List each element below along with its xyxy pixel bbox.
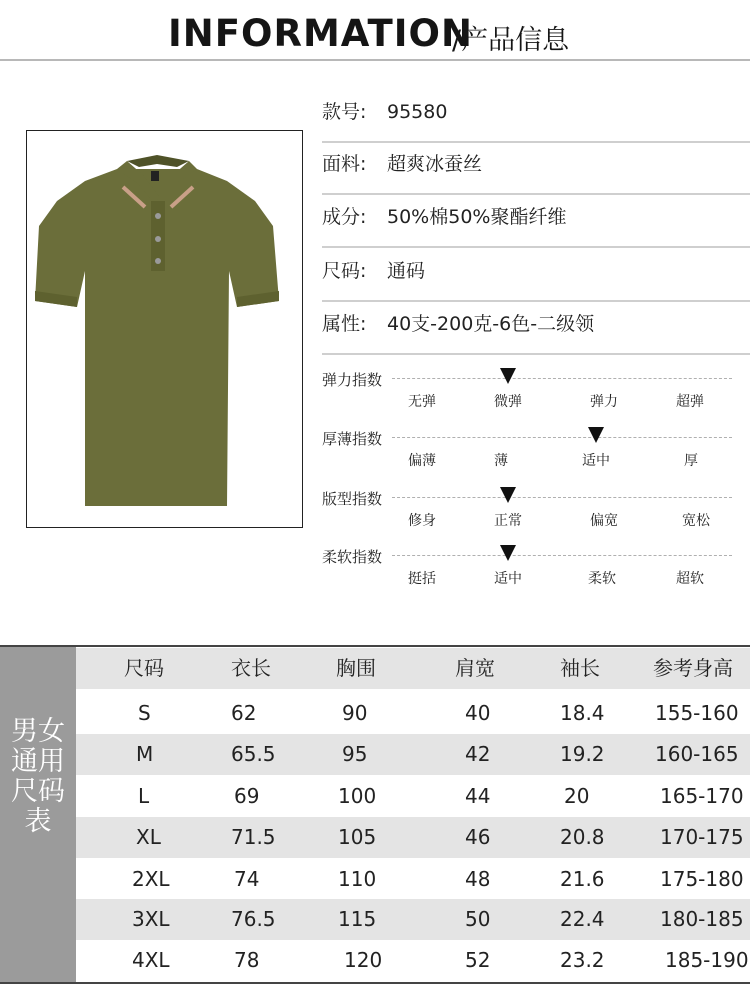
index-marker xyxy=(500,487,516,503)
table-cell: L xyxy=(138,784,150,808)
spec-label: 面料: xyxy=(322,153,367,175)
table-cell: 78 xyxy=(234,948,260,972)
index-option: 适中 xyxy=(494,571,522,587)
table-side-label xyxy=(0,647,76,982)
spec-value: 95580 xyxy=(387,101,448,123)
index-option: 无弹 xyxy=(408,394,436,410)
table-cell: 52 xyxy=(465,948,491,972)
table-cell: 175-180 xyxy=(660,867,744,891)
table-bottom-border xyxy=(0,982,750,984)
table-cell: 19.2 xyxy=(560,742,605,766)
index-option: 修身 xyxy=(408,513,436,529)
index-marker xyxy=(500,368,516,384)
title-chinese: /产品信息 xyxy=(452,25,570,56)
table-cell: 18.4 xyxy=(560,701,605,725)
table-header-cell: 肩宽 xyxy=(455,656,495,680)
spec-composition xyxy=(322,202,750,242)
index-scale-line xyxy=(392,497,732,498)
table-cell: 22.4 xyxy=(560,907,605,931)
table-cell: 46 xyxy=(465,825,491,849)
table-cell: 120 xyxy=(344,948,383,972)
spec-fabric xyxy=(322,149,750,189)
index-option: 超软 xyxy=(676,571,704,587)
table-cell: 105 xyxy=(338,825,377,849)
index-option: 适中 xyxy=(582,453,610,469)
table-cell: 40 xyxy=(465,701,491,725)
index-option: 正常 xyxy=(494,513,522,529)
table-cell: 21.6 xyxy=(560,867,605,891)
table-cell: S xyxy=(138,701,151,725)
table-cell: 180-185 xyxy=(660,907,744,931)
table-cell: 185-190 xyxy=(665,948,749,972)
index-fit xyxy=(322,488,750,548)
table-cell: 110 xyxy=(338,867,377,891)
spec-size xyxy=(322,256,750,296)
spec-divider xyxy=(322,353,750,355)
index-option: 柔软 xyxy=(588,571,616,587)
header-divider xyxy=(0,59,750,61)
index-option: 偏宽 xyxy=(590,513,618,529)
table-row xyxy=(76,899,750,940)
table-cell: 3XL xyxy=(132,907,170,931)
table-cell: 71.5 xyxy=(231,825,276,849)
table-cell: 74 xyxy=(234,867,260,891)
table-row xyxy=(76,693,750,734)
index-softness xyxy=(322,546,750,606)
spec-divider xyxy=(322,300,750,302)
index-name: 版型指数 xyxy=(322,490,383,508)
index-option: 薄 xyxy=(494,453,508,469)
table-row xyxy=(76,859,750,900)
index-marker xyxy=(500,545,516,561)
table-cell: 23.2 xyxy=(560,948,605,972)
index-option: 微弹 xyxy=(494,394,522,410)
table-cell: 160-165 xyxy=(655,742,739,766)
index-option: 厚 xyxy=(684,453,698,469)
table-cell: 2XL xyxy=(132,867,170,891)
spec-divider xyxy=(322,193,750,195)
table-cell: 76.5 xyxy=(231,907,276,931)
table-cell: 95 xyxy=(342,742,368,766)
table-cell: 165-170 xyxy=(660,784,744,808)
polo-shirt-image xyxy=(27,131,301,526)
table-cell: 115 xyxy=(338,907,377,931)
spec-value: 50%棉50%聚酯纤维 xyxy=(387,206,567,228)
spec-label: 属性: xyxy=(322,313,367,335)
index-option: 宽松 xyxy=(682,513,710,529)
table-row xyxy=(76,940,750,981)
spec-value: 40支-200克-6色-二级领 xyxy=(387,313,595,335)
index-elasticity xyxy=(322,369,750,429)
spec-label: 成分: xyxy=(322,206,367,228)
side-label-text: 男女通用尺码表 xyxy=(11,716,65,837)
index-name: 柔软指数 xyxy=(322,548,383,566)
table-header-row xyxy=(76,648,750,689)
table-cell: 42 xyxy=(465,742,491,766)
table-cell: 65.5 xyxy=(231,742,276,766)
table-cell: 170-175 xyxy=(660,825,744,849)
table-header-cell: 尺码 xyxy=(124,656,164,680)
spec-divider xyxy=(322,246,750,248)
spec-attributes xyxy=(322,309,750,349)
index-scale-line xyxy=(392,437,732,438)
spec-value: 通码 xyxy=(387,260,426,282)
spec-label: 款号: xyxy=(322,101,367,123)
table-cell: 90 xyxy=(342,701,368,725)
spec-value: 超爽冰蚕丝 xyxy=(387,153,483,175)
index-name: 弹力指数 xyxy=(322,371,383,389)
index-scale-line xyxy=(392,555,732,556)
table-cell: 20 xyxy=(564,784,590,808)
table-cell: M xyxy=(136,742,154,766)
index-option: 超弹 xyxy=(676,394,704,410)
table-cell: 100 xyxy=(338,784,377,808)
spec-label: 尺码: xyxy=(322,260,367,282)
index-option: 偏薄 xyxy=(408,453,436,469)
product-photo xyxy=(26,130,303,528)
page-header xyxy=(0,0,750,62)
table-header-cell: 胸围 xyxy=(336,656,376,680)
table-row xyxy=(76,817,750,858)
table-top-border xyxy=(0,645,750,647)
index-thickness xyxy=(322,428,750,488)
size-table xyxy=(0,645,750,985)
spec-divider xyxy=(322,141,750,143)
table-cell: 20.8 xyxy=(560,825,605,849)
index-option: 挺括 xyxy=(408,571,436,587)
table-header-cell: 袖长 xyxy=(560,656,600,680)
index-scale-line xyxy=(392,378,732,379)
table-header-cell: 衣长 xyxy=(231,656,271,680)
index-marker xyxy=(588,427,604,443)
title-english: INFORMATION xyxy=(168,12,473,55)
index-option: 弹力 xyxy=(590,394,618,410)
table-header-cell: 参考身高 xyxy=(653,656,733,680)
table-cell: 69 xyxy=(234,784,260,808)
table-cell: 48 xyxy=(465,867,491,891)
index-name: 厚薄指数 xyxy=(322,430,383,448)
table-cell: XL xyxy=(136,825,161,849)
table-cell: 62 xyxy=(231,701,257,725)
table-cell: 155-160 xyxy=(655,701,739,725)
table-cell: 44 xyxy=(465,784,491,808)
table-cell: 50 xyxy=(465,907,491,931)
spec-style-number xyxy=(322,97,750,137)
table-row xyxy=(76,776,750,817)
table-row xyxy=(76,734,750,775)
table-cell: 4XL xyxy=(132,948,170,972)
